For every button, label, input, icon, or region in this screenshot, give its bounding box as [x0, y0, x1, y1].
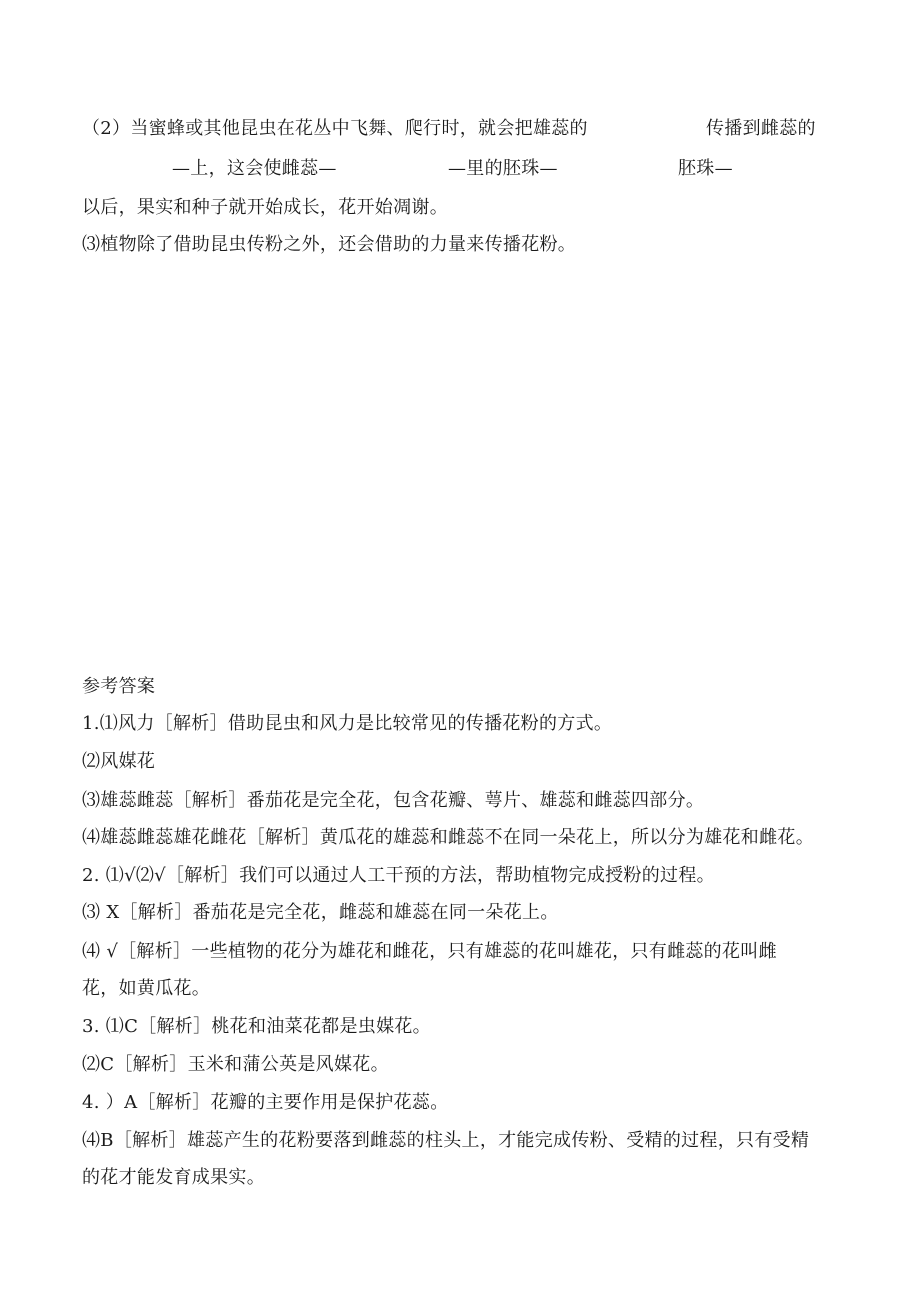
answer-line: 的花才能发育成果实。 — [82, 1167, 265, 1188]
answer-line: 1.⑴风力［解析］借助昆虫和风力是比较常见的传播花粉的方式。 — [82, 713, 613, 734]
q2-line2-text-b: —里的胚珠— — [448, 158, 558, 179]
q2-line2-text-c: 胚珠— — [678, 158, 733, 179]
answer-line: ⑵C［解析］玉米和蒲公英是风媒花。 — [82, 1054, 389, 1075]
q3-line-text: ⑶植物除了借助昆虫传粉之外，还会借助的力量来传播花粉。 — [82, 234, 577, 255]
q2-line1-text-b: 传播到雌蕊的 — [706, 118, 816, 139]
answer-line: 3. ⑴C［解析］桃花和油菜花都是虫媒花。 — [82, 1016, 431, 1037]
answer-line: ⑵风媒花 — [82, 751, 156, 772]
answer-line: 花，如黄瓜花。 — [82, 978, 211, 999]
answer-line: 2. ⑴√⑵√［解析］我们可以通过人工干预的方法，帮助植物完成授粉的过程。 — [82, 865, 715, 886]
q2-line2-text-a: —上，这会使雌蕊— — [172, 158, 337, 179]
answer-line: ⑷ √［解析］一些植物的花分为雄花和雌花，只有雄蕊的花叫雄花，只有雌蕊的花叫雌 — [82, 941, 777, 962]
answer-line: ⑷雄蕊雌蕊雄花雌花［解析］黄瓜花的雄蕊和雌蕊不在同一朵花上，所以分为雄花和雌花。 — [82, 827, 814, 848]
answers-heading: 参考答案 — [82, 676, 156, 697]
answer-line: ⑶ X［解析］番茄花是完全花，雌蕊和雄蕊在同一朵花上。 — [82, 902, 559, 923]
q2-line3-text: 以后，果实和种子就开始成长，花开始凋谢。 — [82, 197, 448, 218]
answer-line: ⑶雄蕊雌蕊［解析］番茄花是完全花，包含花瓣、萼片、雄蕊和雌蕊四部分。 — [82, 790, 705, 811]
answer-line: 4. ）A［解析］花瓣的主要作用是保护花蕊。 — [82, 1092, 449, 1113]
answer-line: ⑷B［解析］雄蕊产生的花粉要落到雌蕊的柱头上，才能完成传粉、受精的过程，只有受精 — [82, 1130, 810, 1151]
q2-line1-text-a: （2）当蜜蜂或其他昆虫在花丛中飞舞、爬行时，就会把雄蕊的 — [82, 118, 588, 139]
